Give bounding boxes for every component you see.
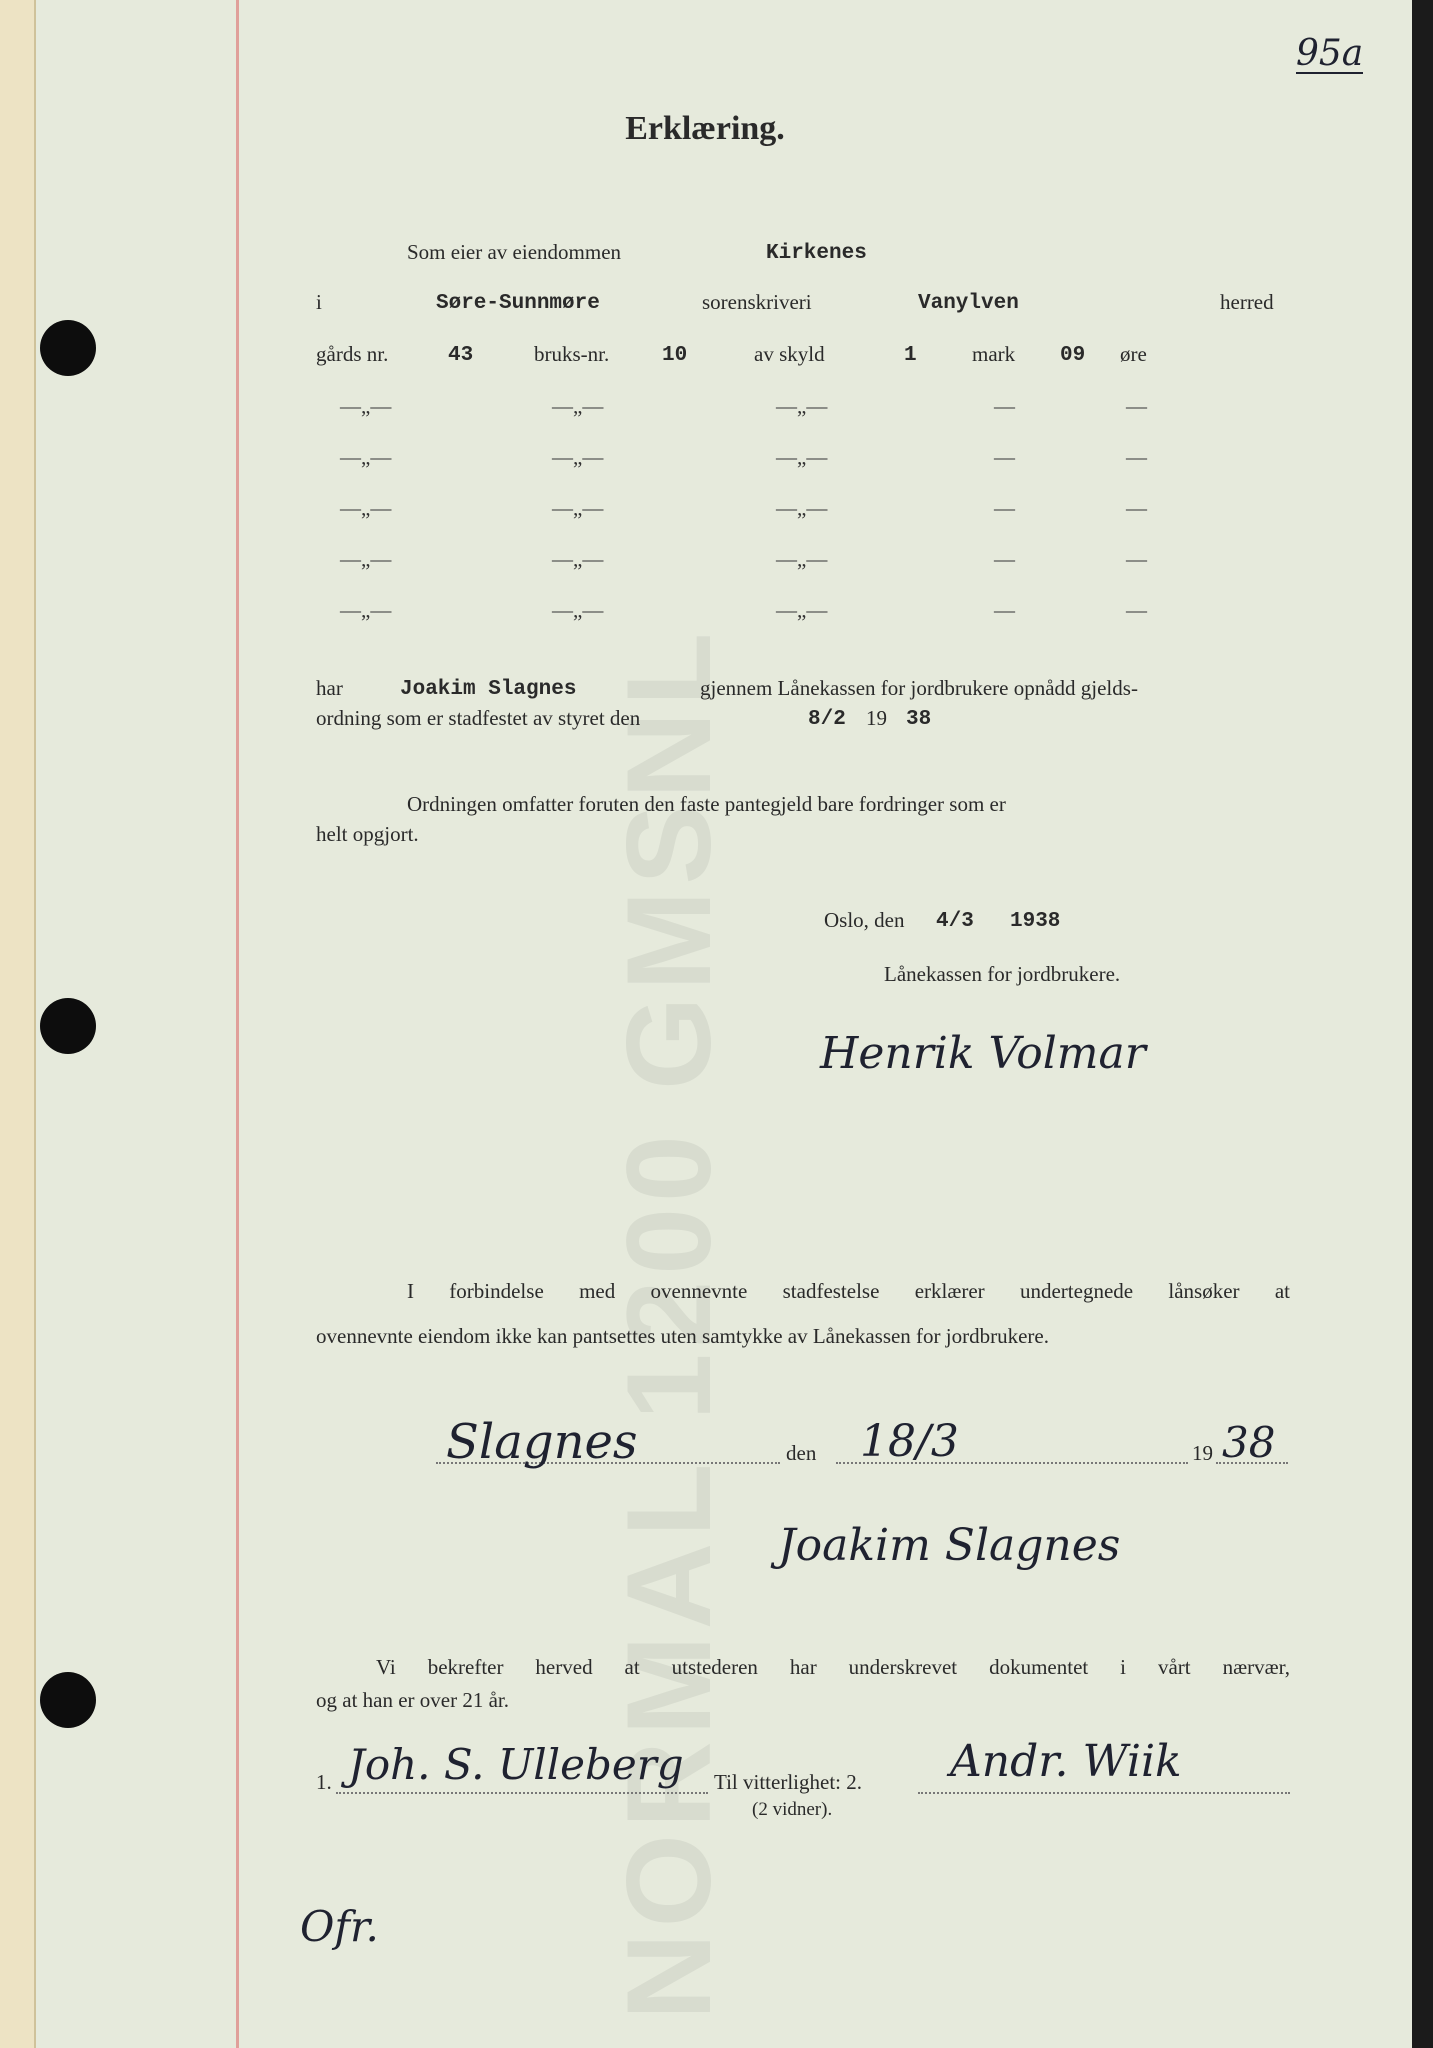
issuer-name: Lånekassen for jordbrukere.: [884, 962, 1121, 986]
ditto-mark: —„—: [340, 547, 392, 571]
stadfestet-year-suffix: 38: [906, 708, 932, 731]
witness-note: (2 vidner).: [752, 1799, 833, 1820]
witness-label: Til vitterlighet: 2.: [714, 1770, 862, 1794]
page-number: 95a: [1296, 33, 1364, 74]
witness2-dotted-line: [918, 1792, 1290, 1794]
ditto-mark: —: [994, 547, 1015, 571]
ditto-mark: —: [1126, 547, 1147, 571]
i-label: i: [316, 290, 322, 314]
municipality-suffix: herred: [1220, 290, 1274, 314]
ditto-mark: —„—: [552, 394, 604, 418]
witness-number-1: 1.: [316, 1770, 332, 1794]
ditto-mark: —„—: [552, 496, 604, 520]
applicant-place: Slagnes: [446, 1414, 638, 1470]
witness-line1: Vi bekrefter herved at utstederen har underskrevet dokumentet i vårt nærvær,: [376, 1655, 1290, 1679]
declaration-line2: ovennevnte eiendom ikke kan pantsettes uten samtykke av Lånekassen for jordbrukere.: [316, 1324, 1050, 1348]
ditto-mark: —: [1126, 598, 1147, 622]
ditto-mark: —„—: [340, 496, 392, 520]
ditto-mark: —„—: [776, 496, 828, 520]
issuer-place-label: Oslo, den: [824, 908, 905, 932]
ditto-mark: —: [1126, 394, 1147, 418]
punch-hole: [40, 320, 96, 376]
ditto-mark: —: [1126, 496, 1147, 520]
ditto-mark: —„—: [776, 547, 828, 571]
applicant-signature: Joakim Slagnes: [778, 1520, 1121, 1571]
ditto-mark: —„—: [776, 394, 828, 418]
margin-note: Ofr.: [300, 1902, 379, 1951]
applicant-date: 18/3: [860, 1416, 959, 1467]
statement-line2-prefix: ordning som er stadfestet av styret den: [316, 706, 641, 730]
bruks-label: bruks-nr.: [534, 342, 610, 366]
ditto-mark: —: [994, 445, 1015, 469]
witness-line2: og at han er over 21 år.: [316, 1688, 510, 1712]
mark-label: mark: [972, 342, 1016, 366]
ditto-mark: —„—: [552, 547, 604, 571]
gards-label: gårds nr.: [316, 342, 389, 366]
punch-hole: [40, 998, 96, 1054]
applicant-year-suffix: 38: [1222, 1418, 1276, 1467]
skyld-mark-value: 1: [904, 344, 917, 367]
paper-edge-line: [34, 0, 36, 2048]
stadfestet-year-prefix: 19: [866, 706, 887, 730]
ordning-line2: helt opgjort.: [316, 822, 419, 846]
ore-label: øre: [1120, 342, 1147, 366]
issuer-date: 4/3: [936, 910, 974, 933]
witness2-signature: Andr. Wiik: [950, 1736, 1182, 1787]
ditto-mark: —: [994, 496, 1015, 520]
ditto-mark: —: [994, 394, 1015, 418]
issuer-signature: Henrik Volmar: [820, 1028, 1146, 1079]
ditto-mark: —: [1126, 445, 1147, 469]
declaration-line1: I forbindelse med ovennevnte stadfestelse erklærer undertegnede lånsøker at: [407, 1279, 1290, 1303]
district-suffix: sorenskriveri: [702, 290, 812, 314]
skyld-ore-value: 09: [1060, 344, 1086, 367]
applicant-year-prefix: 19: [1192, 1441, 1213, 1465]
skyld-label: av skyld: [754, 342, 825, 366]
den-label: den: [786, 1441, 817, 1465]
page-title: Erklæring.: [625, 110, 785, 147]
municipality-value: Vanylven: [918, 292, 1019, 315]
gards-nr-value: 43: [448, 344, 474, 367]
har-label: har: [316, 676, 343, 700]
property-intro-label: Som eier av eiendommen: [407, 240, 622, 264]
watermark: NORMAL 1200 GMSNL: [602, 626, 736, 2020]
ditto-mark: —„—: [340, 445, 392, 469]
red-margin-line: [236, 0, 239, 2048]
issuer-year: 1938: [1010, 910, 1061, 933]
ditto-mark: —„—: [340, 394, 392, 418]
ditto-mark: —: [994, 598, 1015, 622]
owner-name: Joakim Slagnes: [400, 678, 577, 701]
district-value: Søre-Sunnmøre: [436, 292, 600, 315]
witness1-dotted-line: [336, 1792, 708, 1794]
property-name: Kirkenes: [766, 242, 867, 265]
bruks-nr-value: 10: [662, 344, 688, 367]
witness1-signature: Joh. S. Ulleberg: [348, 1740, 684, 1789]
punch-hole: [40, 1672, 96, 1728]
ditto-mark: —„—: [340, 598, 392, 622]
ditto-mark: —„—: [552, 598, 604, 622]
stadfestet-date: 8/2: [808, 708, 846, 731]
ditto-mark: —„—: [552, 445, 604, 469]
paper-edge: [0, 0, 34, 2048]
ditto-mark: —„—: [776, 598, 828, 622]
statement-line1-rest: gjennem Lånekassen for jordbrukere opnådd gjelds-: [700, 676, 1138, 700]
ditto-mark: —„—: [776, 445, 828, 469]
ordning-line1: Ordningen omfatter foruten den faste pantegjeld bare fordringer som er: [407, 792, 1006, 816]
